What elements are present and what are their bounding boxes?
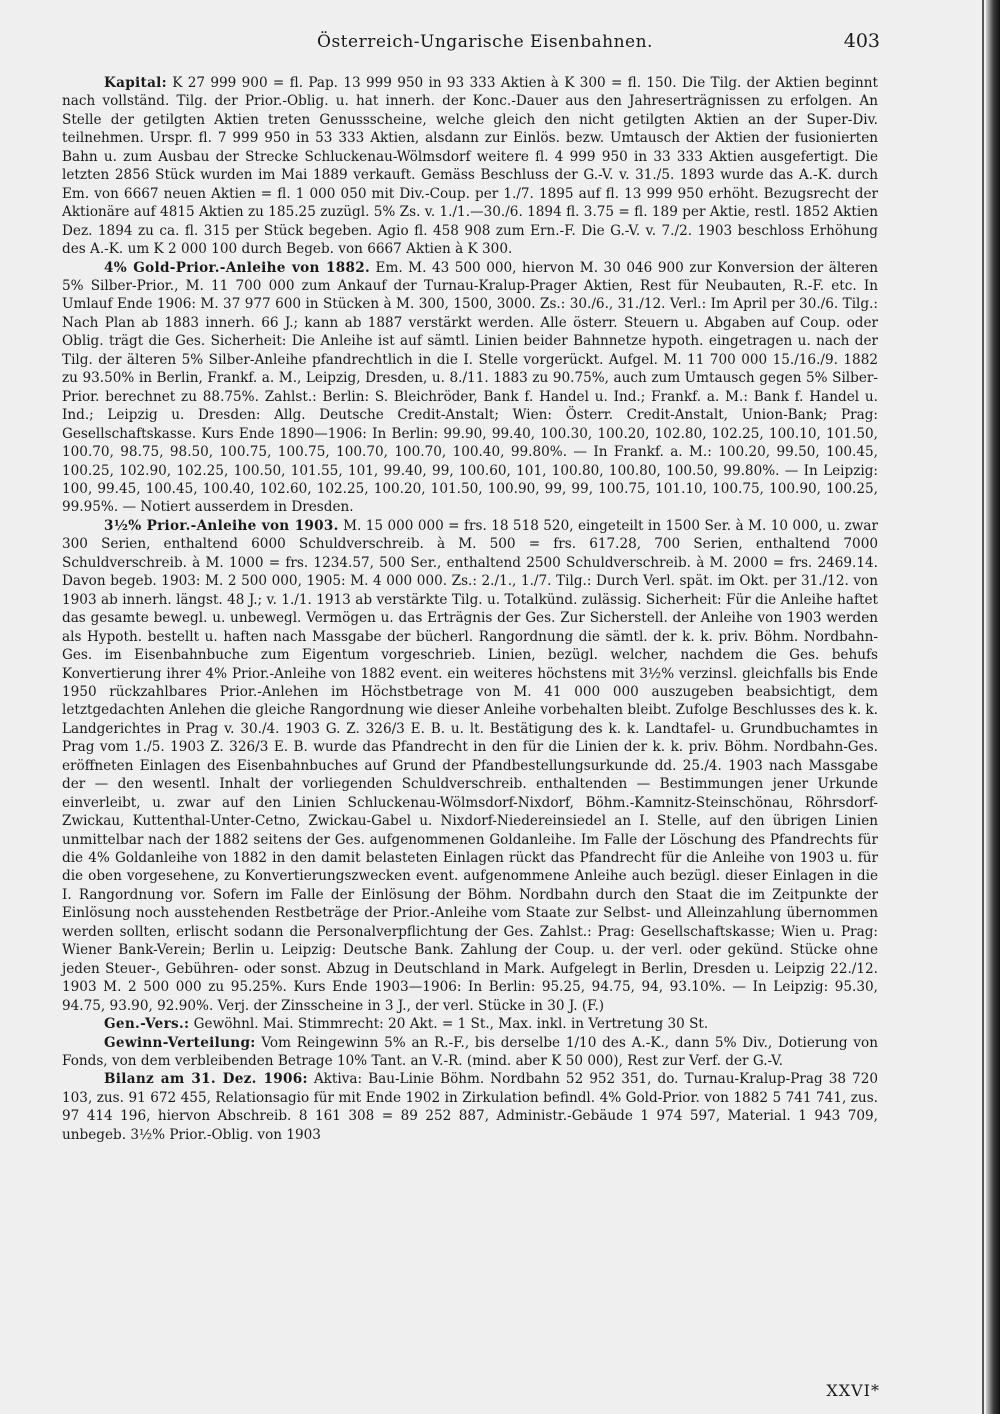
section-heading: Gewinn-Verteilung: bbox=[104, 1034, 256, 1051]
paragraph-gewinn-verteilung bbox=[62, 1034, 878, 1071]
section-heading: Gen.-Vers.: bbox=[104, 1016, 190, 1033]
paragraph-bilanz bbox=[62, 1070, 878, 1144]
section-heading: 4% Gold-Prior.-Anleihe von 1882. bbox=[104, 259, 371, 276]
page-number: 403 bbox=[843, 30, 880, 52]
paragraph-gen-vers bbox=[62, 1015, 878, 1033]
document-body bbox=[62, 74, 878, 1144]
section-heading: Kapital: bbox=[104, 75, 167, 91]
running-title: Österreich-Ungarische Eisenbahnen. bbox=[317, 32, 653, 52]
page-edge-shadow bbox=[986, 0, 1000, 1414]
section-heading: Bilanz am 31. Dez. 1906: bbox=[104, 1071, 308, 1088]
paragraph-prior-1903 bbox=[62, 517, 878, 1015]
signature-mark: XXVI* bbox=[826, 1381, 880, 1400]
paragraph-text: Aktiva: Bau-Linie Böhm. Nordbahn 52 952 351, do. Turnau-Kralup-Prag 38 720 103, zus. 91 672 455, Relationsagio für mit Ende 1902 in Zirkulation befindl. 4% Gold-Prior. von 1882 5 741 741, zus. 97 414 196, hiervon Abschreib. 8 161 308 = 89 252 887, Administr.-Gebäude 1 974 597, Material. 1 943 709, unbegeb. 3½% Prior.-Oblig. von 1903 bbox=[62, 1071, 878, 1143]
paragraph-kapital bbox=[62, 74, 878, 259]
paragraph-text: Em. M. 43 500 000, hiervon M. 30 046 900 zur Konversion der älteren 5% Silber-Prior., M. 11 700 000 zum Ankauf der Turnau-Kralup-Prager Aktien, Rest für Neubauten, R.-F. etc. In Umlauf Ende 1906: M. 37 977 600 in Stücken à M. 300, 1500, 3000. Zs.: 30./6., 31./12. Verl.: Im April per 30./6. Tilg.: Nach Plan ab 1883 innerh. 66 J.; kann ab 1887 verstärkt werden. Alle österr. Steuern u. Abgaben auf Coup. oder Oblig. trägt die Ges. Sicherheit: Die Anleihe ist auf sämtl. Linien beider Bahnnetze hypoth. eingetragen u. nach der Tilg. der älteren 5% Silber-Anleihe pfandrechtlich in die I. Stelle vorgerückt. Aufgel. M. 11 700 000 15./16./9. 1882 zu 93.50% in Berlin, Frankf. a. M., Leipzig, Dresden, u. 8./11. 1883 zu 90.75%, auch zum Umtausch gegen 5% Silber-Prior. berechnet zu 88.75%. Zahlst.: Berlin: S. Bleichröder, Bank f. Handel u. Ind.; Frankf. a. M.: Bank f. Handel u. Ind.; Leipzig u. Dresden: Allg. Deutsche Credit-Anstalt; Wien: Österr. Credit-Anstalt, Union-Bank; Prag: Gesellschaftskasse. Kurs Ende 1890—1906: In Berlin: 99.90, 99.40, 100.30, 100.20, 102.80, 102.25, 100.10, 101.50, 100.70, 98.75, 98.50, 100.75, 100.75, 100.70, 100.70, 100.40, 99.80%. — In Frankf. a. M.: 100.20, 99.50, 100.45, 100.25, 102.90, 102.25, 100.50, 101.55, 101, 99.40, 99, 100.60, 101, 100.80, 100.80, 100.50, 99.80%. — In Leipzig: 100, 99.45, 100.45, 100.40, 102.60, 102.25, 100.20, 101.50, 100.90, 99, 99, 100.75, 101.10, 100.75, 100.90, 100.25, 99.95%. — Notiert ausserdem in Dresden. bbox=[62, 259, 878, 516]
section-heading: 3½% Prior.-Anleihe von 1903. bbox=[104, 517, 339, 534]
page-header bbox=[90, 30, 880, 58]
paragraph-text: M. 15 000 000 = frs. 18 518 520, eingeteilt in 1500 Ser. à M. 10 000, u. zwar 300 Serien, enthaltend 6000 Schuldverschreib. à M. 500 = frs. 617.28, 700 Serien, enthaltend 7000 Schuldverschreib. à M. 1000 = frs. 1234.57, 500 Ser., enthaltend 2500 Schuldverschreib. à M. 2000 = frs. 2469.14. Davon begeb. 1903: M. 2 500 000, 1905: M. 4 000 000. Zs.: 2./1., 1./7. Tilg.: Durch Verl. spät. im Okt. per 31./12. von 1903 ab innerh. längst. 48 J.; v. 1./1. 1913 ab verstärkte Tilg. u. Totalkünd. zulässig. Sicherheit: Für die Anleihe haftet das gesamte bewegl. u. unbewegl. Vermögen u. das Erträgnis der Ges. Zur Sicherstell. der Anleihe von 1903 werden als Hypoth. bestellt u. haften nach Massgabe der bücherl. Rangordnung die sämtl. der k. k. priv. Böhm. Nordbahn-Ges. im Eisenbahnbuche zum Eigentum vorgeschrieb. Linien, bezügl. welcher, nachdem die Ges. behufs Konvertierung ihrer 4% Prior.-Anleihe von 1882 event. ein weiteres höchstens mit 3½% verzinsl. gleichfalls bis Ende 1950 rückzahlbares Prior.-Anlehen im Höchstbetrage von M. 41 000 000 auszugeben beabsichtigt, dem letztgedachten Anlehen die gleiche Rangordnung wie dieser Anleihe vorbehalten bleibt. Zufolge Beschlusses des k. k. Landgerichtes in Prag v. 30./4. 1903 G. Z. 326/3 E. B. u. lt. Bestätigung des k. k. Landtafel- u. Grundbuchamtes in Prag vom 1./5. 1903 Z. 326/3 E. B. wurde das Pfandrecht in den für die Linien der k. k. priv. Böhm. Nordbahn-Ges. eröffneten Einlagen des Eisenbahnbuches auf Grund der Pfandbestellungsurkunde dd. 25./4. 1903 nach Massgabe der — den wesentl. Inhalt der vorliegenden Schuldverschreib. enthaltenden — Bestimmungen jener Urkunde einverleibt, u. zwar auf den Linien Schluckenau-Wölmsdorf-Nixdorf, Böhm.-Kamnitz-Steinschönau, Röhrsdorf-Zwickau, Kuttenthal-Unter-Cetno, Zwickau-Gabel u. Nixdorf-Niedereinsiedel an I. Stelle, auf den übrigen Linien unmittelbar nach der 1882 seitens der Ges. aufgenommenen Goldanleihe. Im Falle der Löschung des Pfandrechts für die 4% Goldanleihe von 1882 in den damit belasteten Einlagen rückt das Pfandrecht für die Anleihe von 1903 u. für die oben vorgesehene, zu Konvertierungszwecken event. aufgenommene Anleihe auch bezügl. dieser Einlagen in die I. Rangordnung vor. Sofern im Falle der Einlösung der Böhm. Nordbahn durch den Staat die im Zeitpunkte der Einlösung noch ausstehenden Restbeträge der Prior.-Anleihe vom Staate zur Selbst- und Alleinzahlung übernommen werden sollten, erlischt sodann die Personalverpflichtung der Ges. Zahlst.: Prag: Gesellschaftskasse; Wien u. Prag: Wiener Bank-Verein; Berlin u. Leipzig: Deutsche Bank. Zahlung der Coup. u. der verl. oder gekünd. Stücke ohne jeden Steuer-, Gebühren- oder sonst. Abzug in Deutschland in Mark. Aufgelegt in Berlin, Dresden u. Leipzig 22./12. 1903 M. 2 500 000 zu 95.25%. Kurs Ende 1903—1906: In Berlin: 95.25, 94.75, 94, 93.10%. — In Leipzig: 95.30, 94.75, 93.90, 92.90%. Verj. der Zinsscheine in 3 J., der verl. Stücke in 30 J. (F.) bbox=[62, 517, 878, 1014]
paragraph-text: Gewöhnl. Mai. Stimmrecht: 20 Akt. = 1 St., Max. inkl. in Vertretung 30 St. bbox=[189, 1016, 709, 1033]
paragraph-text: K 27 999 900 = fl. Pap. 13 999 950 in 93 333 Aktien à K 300 = fl. 150. Die Tilg. der Aktien beginnt nach vollständ. Tilg. der Prior.-Oblig. u. hat innerh. der Konc.-Dauer aus den Jahreserträgnissen zu erfolgen. An Stelle der getilgten Aktien treten Genussscheine, welche gleich den nicht getilgten Aktien an der Super-Div. teilnehmen. Urspr. fl. 7 999 950 in 53 333 Aktien, alsdann zur Einlös. bezw. Umtausch der Aktien der fusionierten Bahn u. zum Ausbau der Strecke Schluckenau-Wölmsdorf weitere fl. 4 999 950 in 33 333 Aktien ausgefertigt. Die letzten 2856 Stück wurden im Mai 1889 verkauft. Gemäss Beschluss der G.-V. v. 31./5. 1893 wurde das A.-K. durch Em. von 6667 neuen Aktien = fl. 1 000 050 mit Div.-Coup. per 1./7. 1895 auf fl. 13 999 950 erhöht. Bezugsrecht der Aktionäre auf 4815 Aktien zu 185.25 zuzügl. 5% Zs. v. 1./1.—30./6. 1894 fl. 3.75 = fl. 189 per Aktie, restl. 1852 Aktien Dez. 1894 zu ca. fl. 315 per Stück begeben. Agio fl. 458 908 zum Ern.-F. Die G.-V. v. 7./2. 1903 beschloss Erhöhung des A.-K. um K 2 000 100 durch Begeb. von 6667 Aktien à K 300. bbox=[62, 75, 878, 258]
paragraph-gold-prior-1882 bbox=[62, 259, 878, 517]
binding-line bbox=[982, 0, 984, 1414]
paragraph-text: Vom Reingewinn 5% an R.-F., bis derselbe 1/10 des A.-K., dann 5% Div., Dotierung von Fonds, von dem verbleibenden Betrage 10% Tant. an V.-R. (mind. aber K 50 000), Rest zur Verf. der G.-V. bbox=[62, 1034, 878, 1070]
